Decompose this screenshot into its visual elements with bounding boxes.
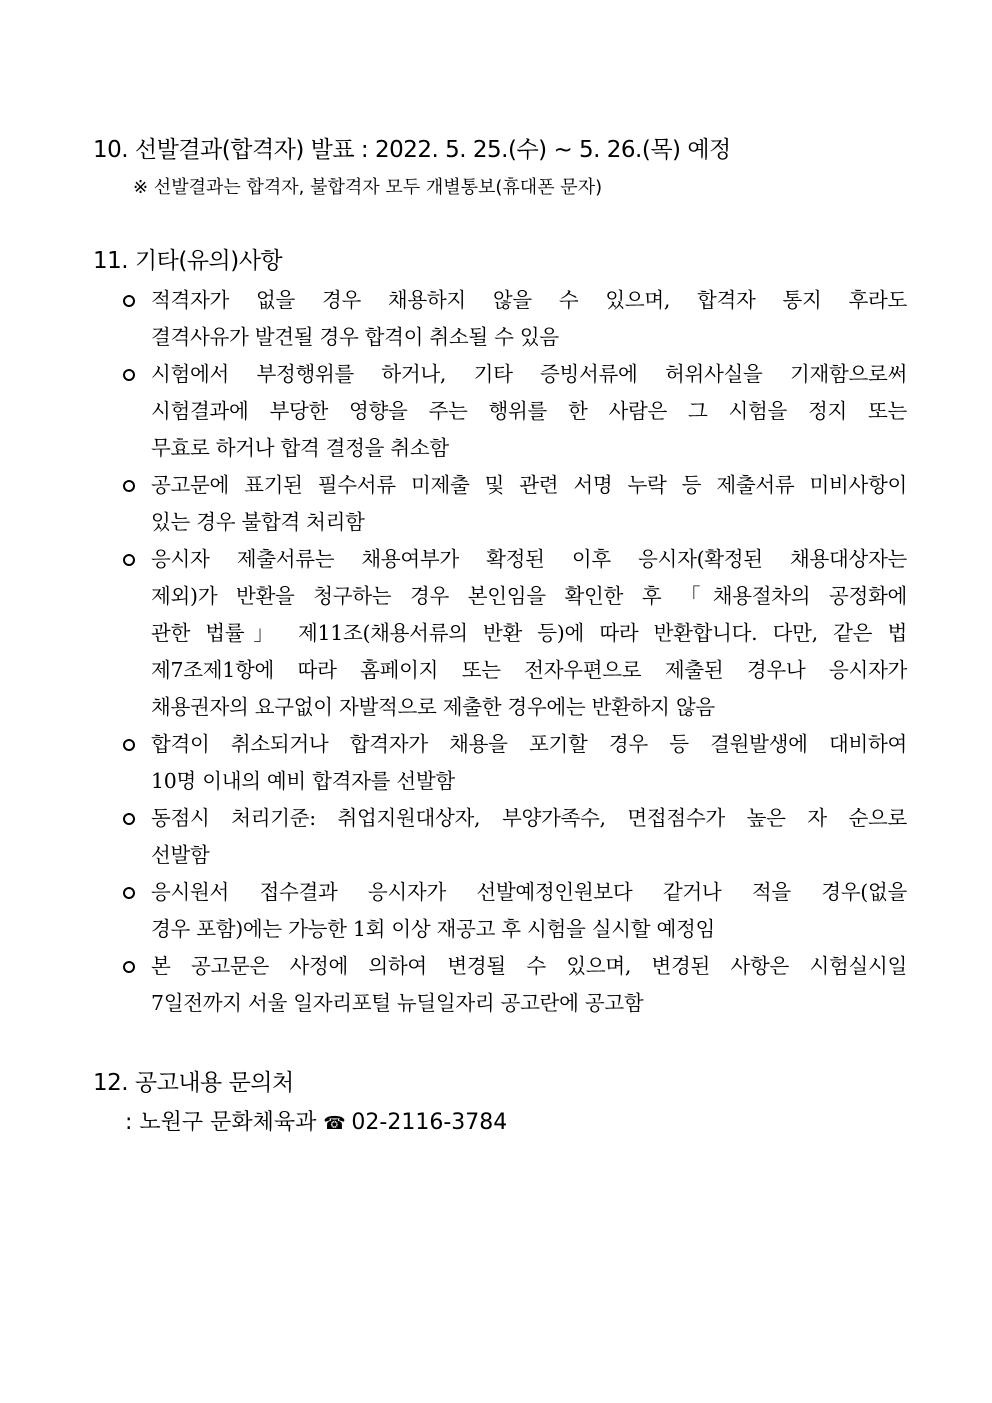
circle-bullet-icon [118,874,140,911]
notice-item-text: 관한 법률」 제11조(채용서류의 반환 등)에 따라 반환합니다. 다만, 같은 법 [151,621,907,645]
circle-bullet-icon [118,467,140,504]
notice-item-text: 동점시 처리기준: 취업지원대상자, 부양가족수, 면접점수가 높은 자 순으로 [151,806,907,830]
notice-item-line [118,874,908,911]
notice-item-line [118,319,908,356]
notice-item [118,282,908,356]
notice-item [118,800,908,874]
notice-item-line [118,393,908,430]
notice-item [118,467,908,541]
notice-item-text: 응시자 제출서류는 채용여부가 확정된 이후 응시자(확정된 채용대상자는 [151,547,907,571]
notice-item-line [118,652,908,689]
notice-item-text: 10명 이내의 예비 합격자를 선발함 [151,769,455,793]
contact-phone: 02-2116-3784 [351,1110,508,1135]
circle-bullet-icon [118,948,140,985]
contact-line [125,1108,507,1139]
notice-item-text: 채용권자의 요구없이 자발적으로 제출한 경우에는 반환하지 않음 [151,695,715,719]
notice-item-line [118,541,908,578]
section-11-heading: 11. 기타(유의)사항 [93,248,283,274]
notice-item-line [118,578,908,615]
notice-item-text: 제7조제1항에 따라 홈페이지 또는 전자우편으로 제출된 경우나 응시자가 [151,658,907,682]
notice-item-line [118,430,908,467]
notice-item-text: 공고문에 표기된 필수서류 미제출 및 관련 서명 누락 등 제출서류 미비사항이 [151,473,907,497]
notice-item-text: 무효로 하거나 합격 결정을 취소함 [151,436,449,460]
notice-item-text: 선발함 [151,843,210,867]
notice-item [118,874,908,948]
circle-bullet-icon [118,541,140,578]
circle-bullet-icon [118,726,140,763]
section-10-note: ※ 선발결과는 합격자, 불합격자 모두 개별통보(휴대폰 문자) [133,177,603,198]
notice-item-text: 합격이 취소되거나 합격자가 채용을 포기할 경우 등 결원발생에 대비하여 [151,732,907,756]
telephone-icon: ☎ [323,1113,346,1134]
notice-item-line [118,356,908,393]
notice-item-text: 시험결과에 부당한 영향을 주는 행위를 한 사람은 그 시험을 정지 또는 [151,399,907,423]
notice-item-text: 본 공고문은 사정에 의하여 변경될 수 있으며, 변경된 사항은 시험실시일 [151,954,907,978]
notice-item [118,726,908,800]
notice-item-text: 7일전까지 서울 일자리포털 뉴딜일자리 공고란에 공고함 [151,991,644,1015]
notice-item-line [118,763,908,800]
notice-item-text: 적격자가 없을 경우 채용하지 않을 수 있으며, 합격자 통지 후라도 [151,288,907,312]
notice-item-line [118,689,908,726]
notice-item-line [118,911,908,948]
notice-item-line [118,467,908,504]
notice-item-text: 응시원서 접수결과 응시자가 선발예정인원보다 같거나 적을 경우(없을 [151,880,907,904]
notice-item-text: 경우 포함)에는 가능한 1회 이상 재공고 후 시험을 실시할 예정임 [151,917,715,941]
section-10-heading: 10. 선발결과(합격자) 발표 : 2022. 5. 25.(수) ~ 5. 26.(목) 예정 [93,137,731,163]
contact-department: : 노원구 문화체육과 [125,1110,317,1135]
notice-item-line [118,985,908,1022]
notice-item-text: 제외)가 반환을 청구하는 경우 본인임을 확인한 후 「채용절차의 공정화에 [151,584,907,608]
circle-bullet-icon [118,800,140,837]
notice-item-line [118,615,908,652]
notice-item [118,356,908,467]
notice-item-line [118,837,908,874]
notice-item [118,948,908,1022]
notice-item-line [118,948,908,985]
circle-bullet-icon [118,356,140,393]
notice-item-line [118,800,908,837]
notice-item [118,541,908,726]
notice-item-text: 시험에서 부정행위를 하거나, 기타 증빙서류에 허위사실을 기재함으로써 [151,362,907,386]
notice-item-text: 결격사유가 발견될 경우 합격이 취소될 수 있음 [151,325,559,349]
notice-item-line [118,504,908,541]
notice-item-text: 있는 경우 불합격 처리함 [151,510,365,534]
circle-bullet-icon [118,282,140,319]
notice-item-line [118,282,908,319]
notice-item-line [118,726,908,763]
section-12-heading: 12. 공고내용 문의처 [93,1070,294,1096]
